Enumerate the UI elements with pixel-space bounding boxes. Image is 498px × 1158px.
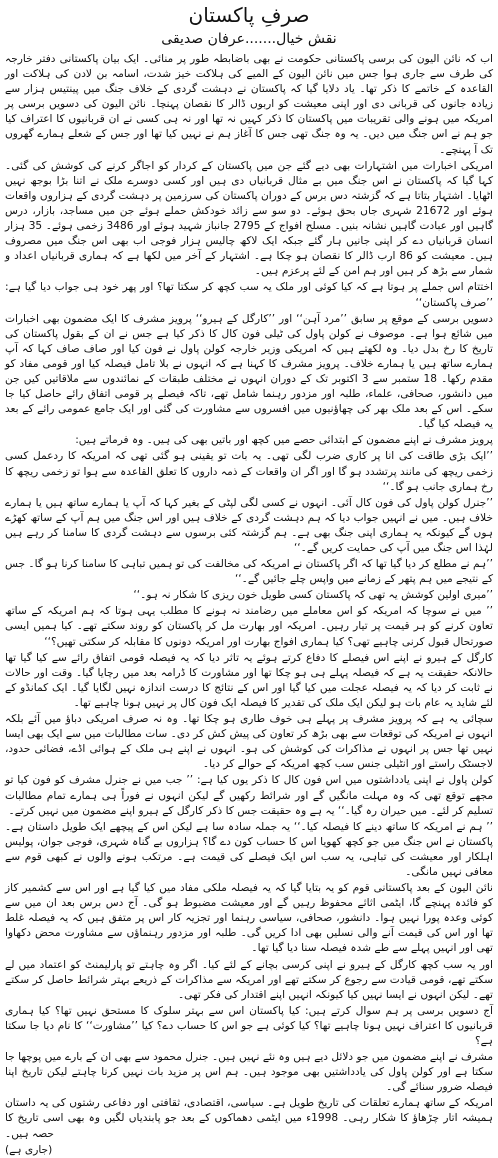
article-paragraph: امریکی اخبارات میں اشتہارات بھی دیے گئے جن میں پاکستان کے کردار کو اجاگر کرنے کی کوشش کی گئی۔ کہا گیا کہ پاکستان نے اس جنگ میں بے مثال قربانیاں دی ہیں اور کسی دوسرے ملک نے اتنا بڑا بوجھ نہیں اٹھایا۔ اشتہار بتاتا ہے کہ گزشتہ دس برس کے دوران پاکستان کی سرزمین پر دہشت گردی کے ہزاروں واقعات ہوئے اور 21672 شہری جاں بحق ہوئے۔ دو سو سے زائد خودکش حملے ہوئے جن میں مساجد، بازار، درس گاہیں اور عبادت گاہیں نشانہ بنیں۔ مسلح افواج کے 2795 جانباز شہید ہوئے اور 3486 زخمی ہوئے۔ 35 ہزار انسان قربانیاں دے کر اپنی جانیں ہار گئے جبکہ ایک لاکھ چالیس ہزار فوجی اب بھی اس جنگ میں مصروف ہیں۔ معیشت کو 86 ارب ڈالر کا نقصان ہو چکا ہے۔ اشتہار کے آخر میں لکھا ہے کہ ہماری قربانیاں اعداد و شمار سے بڑھ کر ہیں اور ہم امن کے لئے پرعزم ہیں۔ — [5, 159, 494, 278]
article-paragraph: مشرف نے اپنے مضمون میں جو دلائل دیے ہیں وہ نئے نہیں ہیں۔ جنرل محمود سے بھی ان کے بارے میں پوچھا جا سکتا ہے اور کولن پاول کی یادداشتیں بھی موجود ہیں۔ ہم اس پر مزید بات نہیں کرنا چاہتے لیکن تاریخ اپنا فیصلہ ضرور سنائے گی۔ — [5, 1051, 493, 1094]
article-paragraph: پرویز مشرف نے اپنے مضمون کے ابتدائی حصے میں کچھ اور باتیں بھی کی ہیں۔ وہ فرماتے ہیں: — [75, 434, 493, 447]
article-paragraph: اختتام اس جملے پر ہوتا ہے کہ کیا کوئی اور ملک یہ سب کچھ کر سکتا تھا؟ اور پھر خود ہی جواب دیا گیا ہے: ’’صرف پاکستان‘‘ — [5, 281, 493, 309]
article-quote: ’’میری اولین کوشش یہ تھی کہ پاکستان کسی طویل خون ریزی کا شکار نہ ہو۔‘‘ — [133, 589, 493, 602]
article-body — [5, 52, 493, 1158]
continued-note: (جاری ہے) — [5, 1143, 53, 1156]
article-quote: ’’ایک بڑی طاقت کی انا پر کاری ضرب لگی تھی۔ یہ بات تو یقینی ہو گئی تھی کہ امریکہ کا ردعمل کسی زخمی ریچھ کی مانند پرتشدد ہو گا اور اگر ان واقعات کے ذمہ داروں کا تعلق القاعدہ سے ہوا تو زخمی ریچھ کا رخ ہماری جانب ہو گا۔‘‘ — [5, 450, 493, 493]
article-paragraph: نائن الیون کے بعد پاکستانی قوم کو یہ بتایا گیا کہ یہ فیصلہ ملکی مفاد میں کیا گیا ہے اور اس سے کشمیر کاز کو فائدہ پہنچے گا، ایٹمی اثاثے محفوظ رہیں گے اور معیشت مضبوط ہو گی۔ آج دس برس بعد ان میں سے کوئی وعدہ پورا نہیں ہوا۔ دانشور، صحافی، سیاسی رہنما اور تجزیہ کار اس پر متفق ہیں کہ یہ فیصلہ غلط تھا اور اس کی قیمت آنے والی نسلیں بھی ادا کریں گی۔ طلبہ اور مزدور رہنماؤں سے مشاورت محض دکھاوا تھی اور انہیں پہلے سے طے شدہ فیصلہ سنا دیا گیا تھا۔ — [5, 882, 493, 955]
article-paragraph: امریکہ کے ساتھ ہمارے تعلقات کی تاریخ طویل ہے۔ سیاسی، اقتصادی، ثقافتی اور دفاعی رشتوں کی یہ داستان ہمیشہ اتار چڑھاؤ کا شکار رہی۔ 1998ء میں ایٹمی دھماکوں کے بعد جو پابندیاں لگیں وہ بھی اسی تاریخ کا حصہ ہیں۔ — [5, 1097, 493, 1140]
article-paragraph: اب کہ نائن الیون کی برسی پاکستانی حکومت نے بھی باضابطہ طور پر منائی۔ ایک بیان پاکستانی دفتر خارجہ کی طرف سے جاری ہوا جس میں نائن الیون کے المیے کی ہلاکت خیز شدت، اسامہ بن لادن کی ہلاکت اور القاعدہ کے خاتمے کا ذکر تھا۔ یاد دلایا گیا کہ پاکستان نے دہشت گردی کے خلاف جنگ میں پینتیس ہزار سے زیادہ جانوں کی قربانی دی اور اپنی معیشت کو اربوں ڈالر کا نقصان پہنچا۔ نائن الیون کی دسویں برسی پر امریکہ میں ہونے والی تقریبات میں پاکستان کا ذکر کہیں نہ تھا اور نہ ہی کسی نے ان قربانیوں کا اعتراف کیا جو ہم نے اس جنگ میں دیں۔ یہ وہ جنگ تھی جس کا آغاز ہم نے نہیں کیا تھا اور جس کے شعلے ہمارے گھروں تک آ پہنچے۔ — [5, 53, 493, 156]
article-paragraph: ’’ ہم نے امریکہ کا ساتھ دینے کا فیصلہ کیا۔‘‘ یہ جملہ سادہ سا ہے لیکن اس کے پیچھے ایک طویل داستان ہے۔ پاکستان نے اس جنگ میں جو کچھ کھویا اس کا حساب کون دے گا؟ ہزاروں بے گناہ شہری، فوجی جوان، پولیس اہلکار اور معیشت کی تباہی، یہ سب اس ایک فیصلے کی قیمت ہے۔ مرتکب ہونے والوں نے کبھی قوم سے معافی نہیں مانگی۔ — [5, 820, 493, 878]
article-paragraph: دسویں برسی کے موقع پر سابق ’’مرد آہن‘‘ اور ’’کارگل کے ہیرو‘‘ پرویز مشرف کا ایک مضمون بھی اخبارات میں شائع ہوا ہے۔ موصوف نے کولن پاول کی ٹیلی فون کال کا ذکر کیا ہے جس نے ان کے بقول پاکستان کی تاریخ کا رخ بدل دیا۔ وہ لکھتے ہیں کہ امریکی وزیر خارجہ کولن پاول نے فون کیا اور صاف صاف کہا کہ آپ ہمارے ساتھ ہیں یا ہمارے خلاف۔ پرویز مشرف کا کہنا ہے کہ انہوں نے بلا تامل فیصلہ کیا اور قومی مفاد کو مقدم رکھا۔ 18 ستمبر سے 3 اکتوبر تک کے دوران انہوں نے مختلف طبقات کے نمائندوں سے ملاقاتیں کیں جن میں دانشور، صحافی، علماء، طلبہ اور مزدور رہنما شامل تھے، تاکہ فیصلے پر قومی اتفاق رائے حاصل کیا جا سکے۔ اس کے بعد ملک بھر کی چھاؤنیوں میں افسروں سے مشاورت کی گئی اور ایک جامع عمومی رائے کے بعد یہ فیصلہ کیا گیا۔ — [5, 312, 493, 431]
article-quote: ’’جنرل کولن پاول کی فون کال آئی۔ انہوں نے کسی لگی لپٹی کے بغیر کہا کہ آپ یا ہمارے ساتھ ہیں یا ہمارے خلاف ہیں۔ میں نے انہیں جواب دیا کہ ہم دہشت گردی کے خلاف ہیں اور اس جنگ میں ہم آپ کے ساتھ کھڑے ہوں گے کیونکہ یہ ہماری اپنی جنگ بھی ہے۔ ہم گزشتہ کئی برسوں سے دہشت گردی کا سامنا کر رہے ہیں لہٰذا اس جنگ میں آپ کی حمایت کریں گے۔‘‘ — [5, 496, 493, 554]
article-paragraph: سچائی یہ ہے کہ پرویز مشرف پر پہلے ہی خوف طاری ہو چکا تھا۔ وہ نہ صرف امریکی دباؤ میں آئے بلکہ انہوں نے امریکہ کی توقعات سے بھی بڑھ کر تعاون کی پیش کش کر دی۔ سات مطالبات میں سے ایک بھی ایسا نہیں تھا جس پر انہوں نے مذاکرات کی کوشش کی ہو۔ انہوں نے اپنے ہی ملک کے ہوائی اڈے، فضائی حدود، لاجسٹک راستے اور انٹیلی جنس سب کچھ امریکہ کے حوالے کر دیا۔ — [5, 713, 493, 771]
article-quote: ’’ہم نے مطلع کر دیا گیا تھا کہ اگر پاکستان نے امریکہ کی مخالفت کی تو ہمیں تباہی کا سامنا کرنا ہو گا۔ جس کے نتیجے میں ہم پتھر کے زمانے میں واپس چلے جائیں گے۔‘‘ — [5, 558, 493, 586]
article-title: صرفِ پاکستان — [188, 3, 310, 27]
article-paragraph: آج دسویں برسی پر ہم سوال کرتے ہیں: کیا پاکستان اس سے بہتر سلوک کا مستحق نہیں تھا؟ کیا ہماری قربانیوں کا اعتراف نہیں ہونا چاہیے تھا؟ کیا کوئی ہے جو اس کا حساب دے؟ کیا ’’مشاورت‘‘ کا نام دیا جا سکتا ہے؟ — [5, 1004, 493, 1047]
article-paragraph: کولن پاول نے اپنی یادداشتوں میں اس فون کال کا ذکر یوں کیا ہے: ’’ جب میں نے جنرل مشرف کو فون کیا تو مجھے توقع تھی کہ وہ مہلت مانگیں گے اور شرائط رکھیں گے لیکن انہوں نے فوراً ہی ہمارے تمام مطالبات تسلیم کر لئے۔ میں حیران رہ گیا۔‘‘ یہ ہے وہ حقیقت جس کا ذکر کارگل کے ہیرو اپنے مضمون میں نہیں کرتے۔ — [5, 774, 493, 817]
article-quote: ’’ میں نے سوچا کہ امریکہ کو اس معاملے میں رضامند نہ ہونے کا مطلب یہی ہوتا کہ ہم امریکہ کے ساتھ تعاون کرنے کو ہر قیمت پر تیار رہیں۔ امریکہ اور بھارت مل کر پاکستان کو روند سکتے تھے۔ کیا ہمیں ایسی صورتحال قبول کرنی چاہیے تھی؟ کیا ہماری افواج بھارت اور امریکہ دونوں کا مقابلہ کر سکتی تھیں؟‘‘ — [5, 605, 493, 648]
article-byline: نقش خیال.......عرفان صدیقی — [161, 31, 337, 47]
article-paragraph: کارگل کے ہیرو نے اپنے اس فیصلے کا دفاع کرتے ہوئے یہ تاثر دیا کہ یہ فیصلہ قومی اتفاق رائے سے کیا گیا تھا حالانکہ حقیقت یہ ہے کہ فیصلہ پہلے ہی ہو چکا تھا اور مشاورت کا ڈرامہ بعد میں رچایا گیا۔ وقت اور حالات نے ثابت کر دیا کہ یہ فیصلہ عجلت میں کیا گیا اور اس کے نتائج کا درست اندازہ نہیں لگایا گیا۔ ایک کمانڈو کے لئے شاید یہ عام بات ہو لیکن ایک ملک کی تقدیر کا فیصلہ ایک فون کال پر نہیں ہونا چاہیے تھا۔ — [5, 651, 493, 709]
article-paragraph: اور یہ سب کچھ کارگل کے ہیرو نے اپنی کرسی بچانے کے لئے کیا۔ اگر وہ چاہتے تو پارلیمنٹ کو اعتماد میں لے سکتے تھے، قومی قیادت سے رجوع کر سکتے تھے اور امریکہ سے مذاکرات کے ذریعے بہتر شرائط حاصل کر سکتے تھے۔ لیکن انہوں نے ایسا نہیں کیا کیونکہ انہیں اپنے اقتدار کی فکر تھی۔ — [5, 958, 493, 1001]
